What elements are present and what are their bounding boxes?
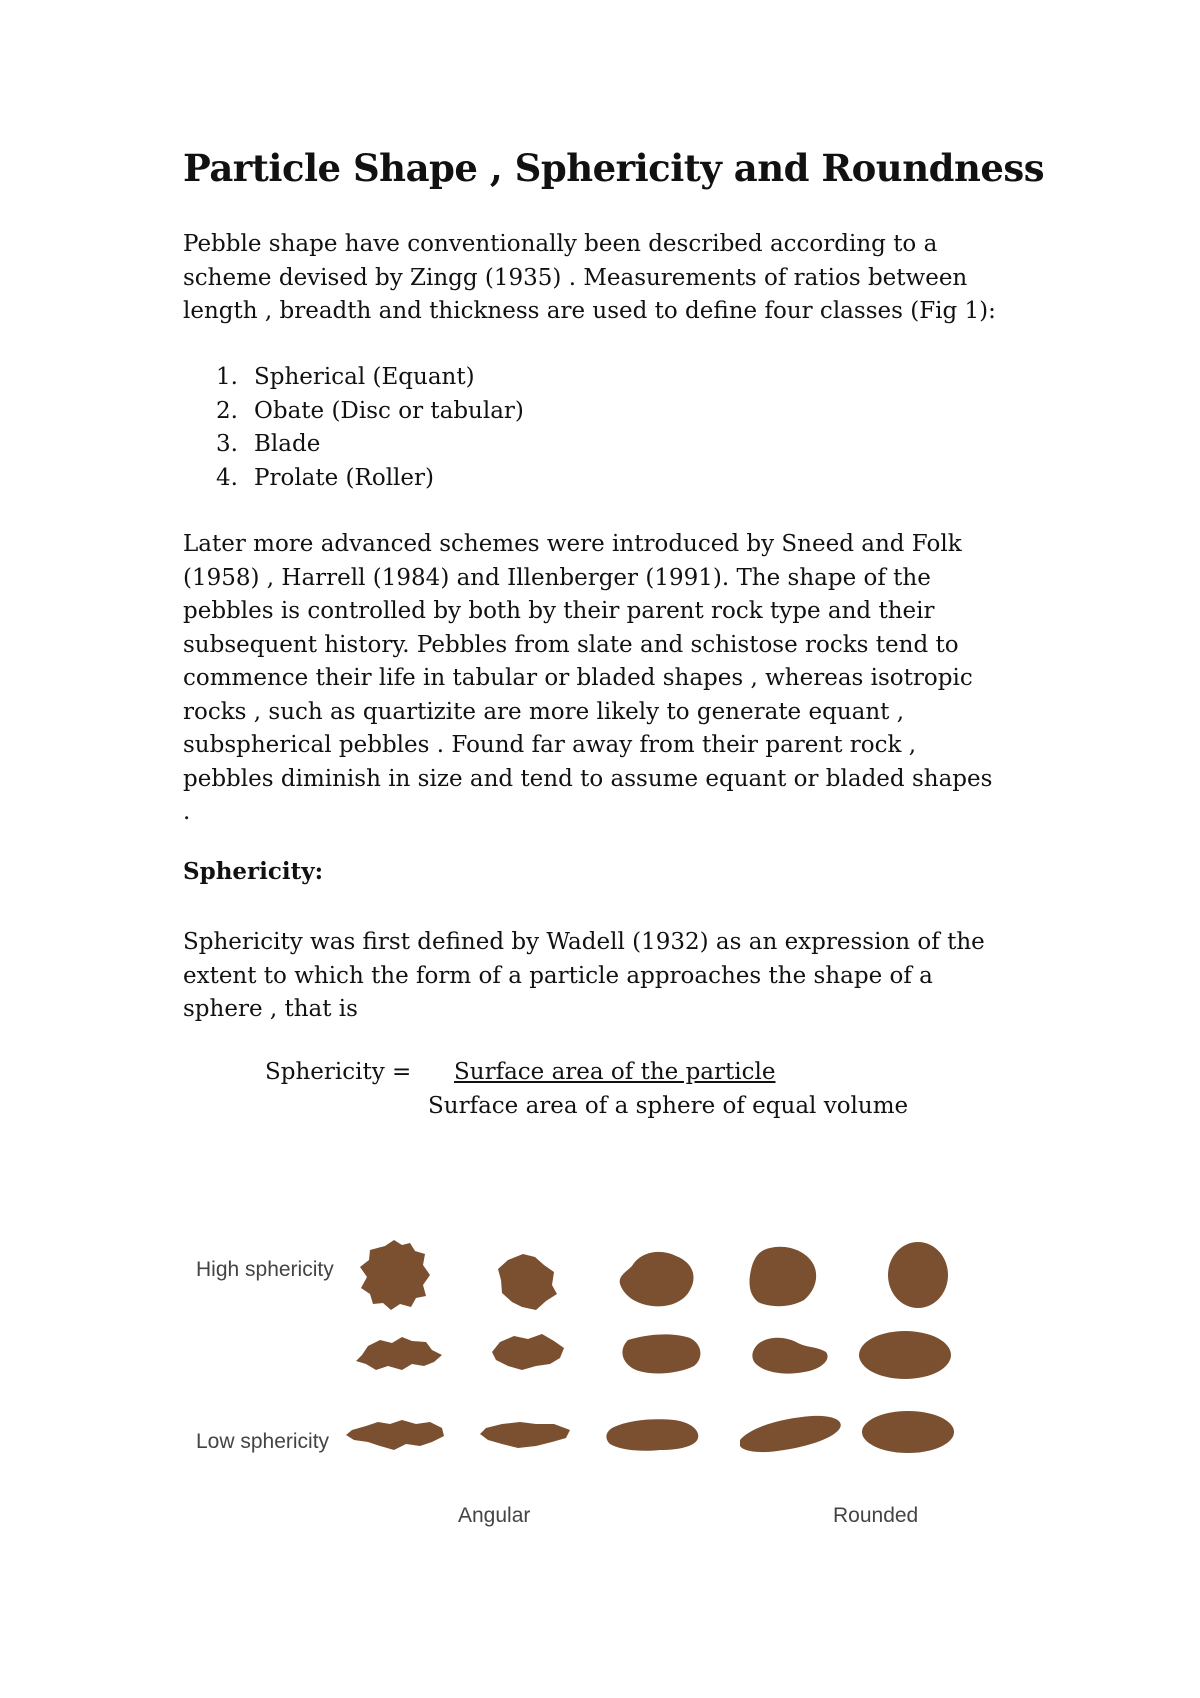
list-label: Prolate (Roller) xyxy=(254,464,434,491)
list-number: 3. xyxy=(216,431,238,457)
list-label: Blade xyxy=(254,431,321,457)
rounded-label: Rounded xyxy=(833,1504,919,1527)
sphericity-line: sphere , that is xyxy=(183,996,358,1022)
list-item xyxy=(216,462,524,496)
pebble-grid xyxy=(180,1210,1030,1540)
history-line: Later more advanced schemes were introduced by Sneed and Folk xyxy=(183,531,962,557)
history-paragraph xyxy=(183,528,1043,830)
formula-denominator: Surface area of a sphere of equal volume xyxy=(428,1093,909,1119)
list-item xyxy=(216,428,524,462)
history-line: pebbles diminish in size and tend to assume equant or bladed shapes xyxy=(183,765,993,792)
history-line: . xyxy=(183,799,191,825)
formula-numerator: Surface area of the particle xyxy=(454,1059,776,1085)
pebble-low-subrounded xyxy=(740,1416,841,1452)
history-line: commence their life in tabular or bladed shapes , whereas isotropic xyxy=(183,665,973,691)
sphericity-roundness-figure xyxy=(180,1210,1030,1540)
pebble-mid-subangular xyxy=(622,1334,700,1373)
list-number: 2. xyxy=(216,397,238,424)
list-label: Spherical (Equant) xyxy=(254,364,475,390)
sphericity-heading: Sphericity: xyxy=(183,858,324,885)
intro-line: Pebble shape have conventionally been described according to a xyxy=(183,231,938,257)
formula-label: Sphericity = xyxy=(265,1059,412,1085)
history-line: (1958) , Harrell (1984) and Illenberger (1991). The shape of the xyxy=(183,564,931,591)
pebble-mid-rounded xyxy=(859,1331,951,1379)
sphericity-line: Sphericity was first defined by Wadell (1932) as an expression of the xyxy=(183,929,985,955)
pebble-high-subangular xyxy=(620,1252,694,1306)
pebble-low-angular-2 xyxy=(480,1422,570,1448)
pebble-mid-angular-2 xyxy=(492,1334,564,1370)
sphericity-line: extent to which the form of a particle approaches the shape of a xyxy=(183,962,933,989)
list-number: 1. xyxy=(216,364,238,390)
history-line: subspherical pebbles . Found far away from their parent rock , xyxy=(183,732,917,758)
intro-line: length , breadth and thickness are used to define four classes (Fig 1): xyxy=(183,298,996,324)
history-line: rocks , such as quartizite are more likely to generate equant , xyxy=(183,698,905,725)
pebble-high-rounded xyxy=(888,1242,948,1308)
list-number: 4. xyxy=(216,464,238,491)
history-line: subsequent history. Pebbles from slate and schistose rocks tend to xyxy=(183,631,959,658)
pebble-high-angular-1 xyxy=(360,1240,430,1310)
list-item xyxy=(216,361,524,395)
pebble-low-rounded xyxy=(862,1411,954,1453)
list-label: Obate (Disc or tabular) xyxy=(254,397,524,424)
shape-class-list xyxy=(216,361,524,495)
pebble-low-angular-1 xyxy=(346,1420,444,1450)
pebble-low-subangular xyxy=(606,1419,698,1450)
pebble-mid-angular-1 xyxy=(356,1337,442,1370)
high-sphericity-label: High sphericity xyxy=(196,1258,334,1281)
page-title: Particle Shape , Sphericity and Roundness xyxy=(183,146,1045,190)
pebbles xyxy=(346,1240,954,1453)
intro-line: scheme devised by Zingg (1935) . Measurements of ratios between xyxy=(183,264,968,291)
list-item xyxy=(216,395,524,429)
sphericity-paragraph xyxy=(183,926,1043,1027)
pebble-mid-subrounded xyxy=(752,1338,827,1374)
angular-label: Angular xyxy=(458,1504,531,1527)
pebble-high-subrounded xyxy=(750,1247,817,1307)
history-line: pebbles is controlled by both by their parent rock type and their xyxy=(183,598,935,624)
pebble-high-angular-2 xyxy=(498,1254,557,1310)
intro-paragraph xyxy=(183,228,1043,329)
low-sphericity-label: Low sphericity xyxy=(196,1430,330,1453)
